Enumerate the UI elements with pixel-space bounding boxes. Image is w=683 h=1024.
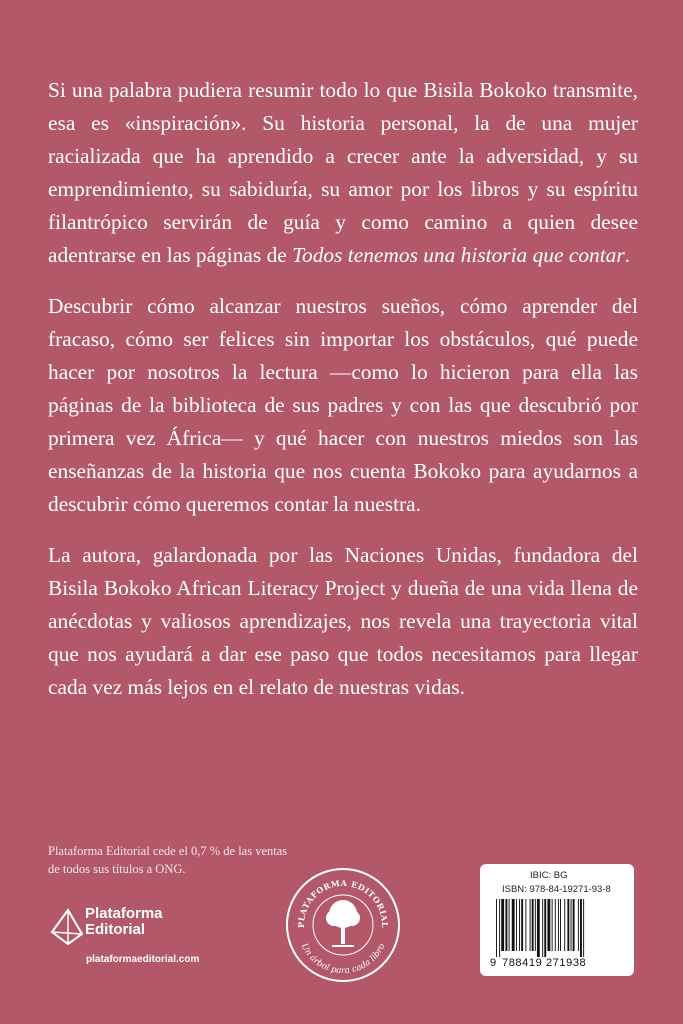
publisher-logo-icon (48, 904, 88, 948)
donation-note-line-1: Plataforma Editorial cede el 0,7 % de las ventas (48, 844, 288, 858)
publisher-website: plataformaeditorial.com (86, 954, 200, 965)
donation-note-line-2: de todos sus títulos a ONG. (48, 862, 186, 876)
ibic-code: IBIC: BG (530, 870, 568, 881)
blurb-paragraph-1-end: . (624, 243, 631, 267)
publisher-logo-text (85, 906, 163, 938)
tree-seal-icon (284, 866, 402, 984)
barcode-bars (496, 899, 620, 957)
back-cover-blurb (48, 74, 638, 722)
barcode-lead-digit: 9 (490, 957, 497, 969)
barcode-digits: 788419 271938 (502, 957, 587, 969)
book-title-italic: Todos tenemos una historia que contar (292, 243, 625, 267)
blurb-paragraph-2: Descubrir cómo alcanzar nuestros sueños, cómo aprender del fracaso, cómo ser felices sin importar los obstáculos, qué puede hacer por nosotros la lectura —como lo hicieron para ella las páginas de la biblioteca de sus padres y con las que descubrió por primera vez África— y qué hacer con nuestros miedos son las enseñanzas de la historia que nos cuenta Bokoko para ayudarnos a descubrir cómo queremos contar la nuestra. (48, 294, 638, 516)
seal-bottom-text: Un árbol para cada libro (298, 941, 388, 977)
publisher-logo-line-1: Plataforma (85, 905, 163, 922)
isbn-number: ISBN: 978-84-19271-93-8 (502, 884, 611, 895)
blurb-paragraph-1 (48, 74, 638, 272)
publisher-logo-line-2: Editorial (85, 921, 146, 938)
blurb-paragraph-3: La autora, galardonada por las Naciones Unidas, fundadora del Bisila Bokoko African Literacy Project y dueña de una vida llena de anécdotas y valiosos aprendizajes, nos revela una trayectoria vital que nos ayudará a dar ese paso que todos necesitamos para llegar cada vez más lejos en el relato de nuestras vidas. (48, 543, 638, 699)
publisher-logo (48, 904, 248, 954)
isbn-barcode-panel (480, 864, 634, 976)
tree-icon (326, 900, 360, 946)
seal-top-text: PLATAFORMA EDITORIAL (295, 877, 391, 929)
donation-note (48, 842, 308, 878)
blurb-paragraph-1-text: Si una palabra pudiera resumir todo lo que Bisila Bokoko transmite, esa es «inspiración». Su historia personal, la de una mujer racializada que ha aprendido a crecer ante la adversidad, y su emprendimiento, su sabiduría, su amor por los libros y su espíritu filantrópico servirán de guía y como camino a quien desee adentrarse en las páginas de (48, 78, 638, 267)
